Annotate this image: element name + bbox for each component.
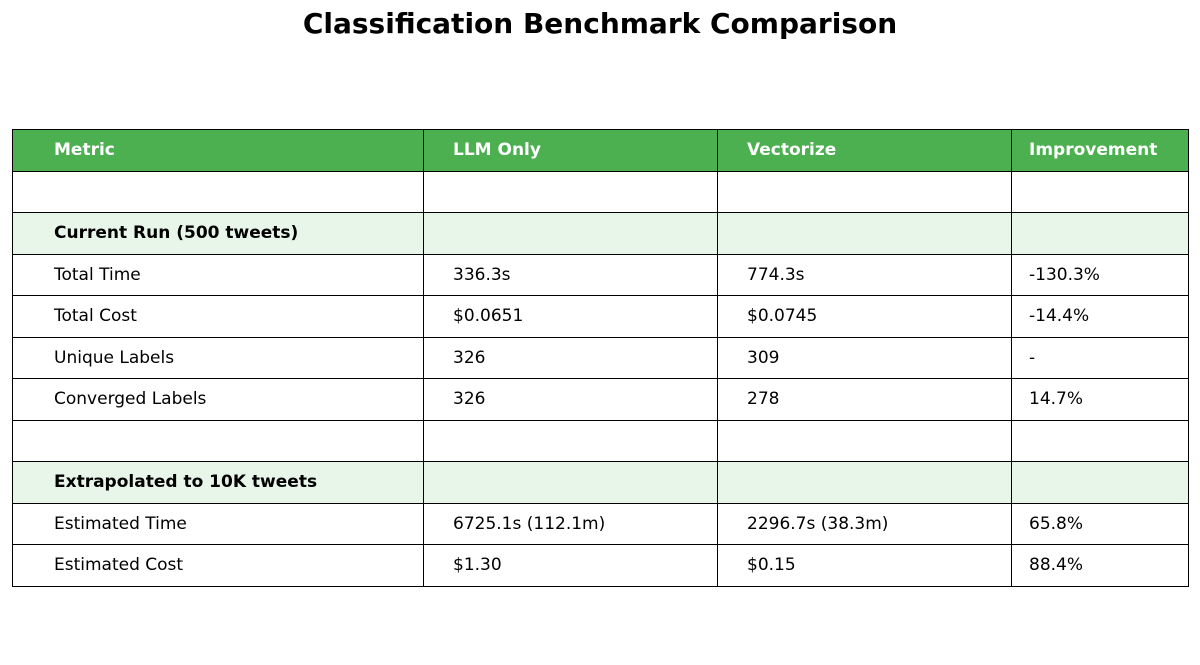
llm-only-cell: 336.3s	[424, 254, 718, 296]
page-title: Classification Benchmark Comparison	[302, 7, 898, 40]
table-row-blank	[13, 171, 1189, 213]
table-cell	[424, 420, 718, 462]
table-row	[13, 379, 1189, 421]
table-row	[13, 503, 1189, 545]
table-cell	[424, 213, 718, 255]
section-label: Extrapolated to 10K tweets	[13, 462, 424, 504]
column-header-improvement: Improvement	[1012, 130, 1189, 172]
table-row	[13, 296, 1189, 338]
table-row	[13, 545, 1189, 587]
table-cell	[13, 420, 424, 462]
llm-only-cell: $0.0651	[424, 296, 718, 338]
improvement-cell: 14.7%	[1012, 379, 1189, 421]
header-row	[13, 130, 1189, 172]
benchmark-table	[12, 129, 1189, 587]
table-cell	[1012, 420, 1189, 462]
table-cell	[1012, 462, 1189, 504]
improvement-cell: -14.4%	[1012, 296, 1189, 338]
column-header-llm-only: LLM Only	[424, 130, 718, 172]
metric-cell: Estimated Cost	[13, 545, 424, 587]
table-cell	[13, 171, 424, 213]
metric-cell: Total Cost	[13, 296, 424, 338]
table-row-blank	[13, 420, 1189, 462]
table-cell	[1012, 213, 1189, 255]
improvement-cell: -130.3%	[1012, 254, 1189, 296]
table-row-section-extrapolated	[13, 462, 1189, 504]
table-cell	[718, 462, 1012, 504]
table-cell	[718, 171, 1012, 213]
improvement-cell: 65.8%	[1012, 503, 1189, 545]
llm-only-cell: 326	[424, 379, 718, 421]
metric-cell: Total Time	[13, 254, 424, 296]
table-cell	[424, 171, 718, 213]
vectorize-cell: 309	[718, 337, 1012, 379]
vectorize-cell: 774.3s	[718, 254, 1012, 296]
metric-cell: Unique Labels	[13, 337, 424, 379]
metric-cell: Estimated Time	[13, 503, 424, 545]
section-label: Current Run (500 tweets)	[13, 213, 424, 255]
table-cell	[1012, 171, 1189, 213]
improvement-cell: -	[1012, 337, 1189, 379]
column-header-vectorize: Vectorize	[718, 130, 1012, 172]
column-header-metric: Metric	[13, 130, 424, 172]
vectorize-cell: 278	[718, 379, 1012, 421]
vectorize-cell: $0.0745	[718, 296, 1012, 338]
vectorize-cell: $0.15	[718, 545, 1012, 587]
llm-only-cell: 326	[424, 337, 718, 379]
llm-only-cell: $1.30	[424, 545, 718, 587]
llm-only-cell: 6725.1s (112.1m)	[424, 503, 718, 545]
vectorize-cell: 2296.7s (38.3m)	[718, 503, 1012, 545]
table-cell	[718, 213, 1012, 255]
table-cell	[424, 462, 718, 504]
table-cell	[718, 420, 1012, 462]
metric-cell: Converged Labels	[13, 379, 424, 421]
table-row-section-current-run	[13, 213, 1189, 255]
table-row	[13, 254, 1189, 296]
improvement-cell: 88.4%	[1012, 545, 1189, 587]
table-row	[13, 337, 1189, 379]
